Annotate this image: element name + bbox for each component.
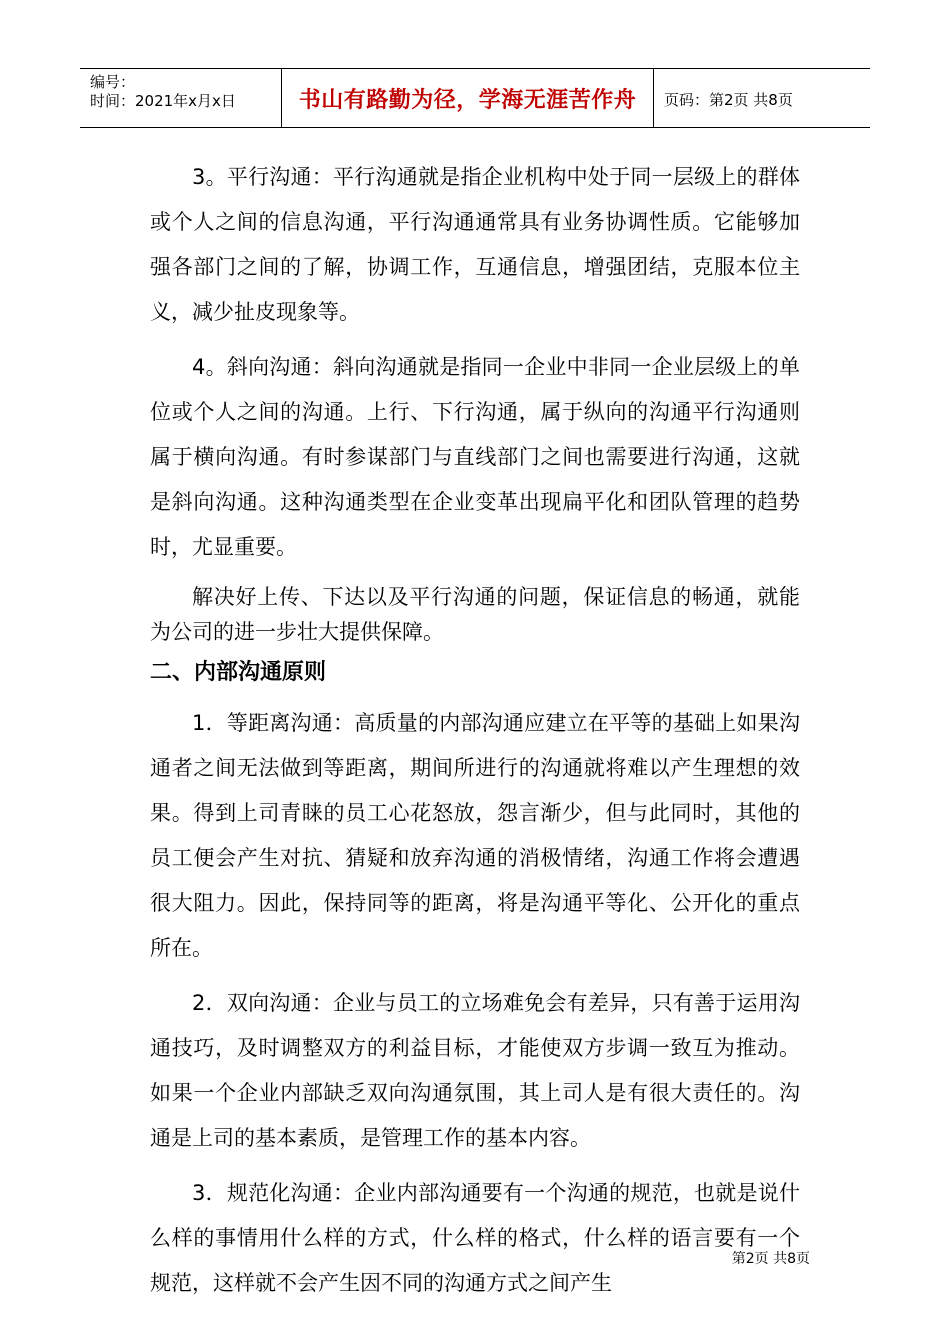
paragraph-diagonal-communication: 4。斜向沟通：斜向沟通就是指同一企业中非同一企业层级上的单位或个人之间的沟通。上行、下行沟通，属于纵向的沟通平行沟通则属于横向沟通。有时参谋部门与直线部门之间也需要进行沟通，这就是斜向沟通。这种沟通类型在企业变革出现扁平化和团队管理的趋势时，尤显重要。 bbox=[150, 355, 800, 559]
header-page-number: 页码：第2页 共8页 bbox=[664, 91, 793, 109]
header-page-cell bbox=[654, 69, 870, 128]
header-meta bbox=[80, 69, 282, 128]
paragraph-summary: 解决好上传、下达以及平行沟通的问题，保证信息的畅通，就能为公司的进一步壮大提供保障。 bbox=[150, 585, 800, 644]
header-motto: 书山有路勤为径，学海无涯苦作舟 bbox=[298, 88, 637, 113]
paragraph-equal-distance: 1．等距离沟通：高质量的内部沟通应建立在平等的基础上如果沟通者之间无法做到等距离，期间所进行的沟通就将难以产生理想的效果。得到上司青睐的员工心花怒放，怨言渐少，但与此同时，其他的员工便会产生对抗、猜疑和放弃沟通的消极情绪，沟通工作将会遭遇很大阻力。因此，保持同等的距离，将是沟通平等化、公开化的重点所在。 bbox=[150, 711, 800, 960]
paragraph-parallel-communication: 3。平行沟通：平行沟通就是指企业机构中处于同一层级上的群体或个人之间的信息沟通，平行沟通通常具有业务协调性质。它能够加强各部门之间的了解，协调工作，互通信息，增强团结，克服本位主义，减少扯皮现象等。 bbox=[150, 165, 800, 324]
section-heading: 二、内部沟通原则 bbox=[150, 660, 327, 685]
page-header bbox=[80, 68, 870, 128]
paragraph-standardized: 3．规范化沟通：企业内部沟通要有一个沟通的规范，也就是说什么样的事情用什么样的方式，什么样的格式，什么样的语言要有一个规范，这样就不会产生因不同的沟通方式之间产生 bbox=[150, 1181, 800, 1295]
paragraph-two-way: 2．双向沟通：企业与员工的立场难免会有差异，只有善于运用沟通技巧，及时调整双方的利益目标，才能使双方步调一致互为推动。如果一个企业内部缺乏双向沟通氛围，其上司人是有很大责任的。沟通是上司的基本素质，是管理工作的基本内容。 bbox=[150, 991, 800, 1150]
header-motto-cell bbox=[282, 69, 654, 128]
page-footer: 第2页 共8页 bbox=[731, 1251, 810, 1267]
document-number: 编号： bbox=[90, 73, 136, 91]
document-body bbox=[150, 155, 800, 1316]
document-date: 时间：2021年x月x日 bbox=[90, 92, 236, 110]
